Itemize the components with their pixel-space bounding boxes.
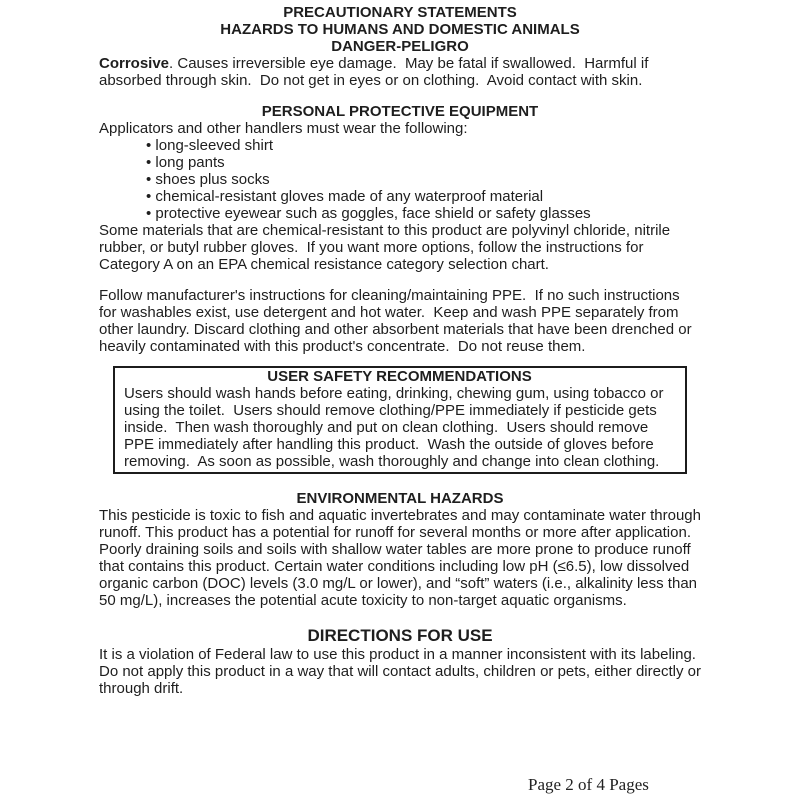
user-safety-title: USER SAFETY RECOMMENDATIONS (267, 368, 532, 385)
hazards-humans-animals-subtitle: HAZARDS TO HUMANS AND DOMESTIC ANIMALS (220, 21, 580, 38)
user-safety-recommendations-box (113, 366, 687, 474)
ppe-list-item: • long pants (146, 154, 701, 171)
directions-violation-paragraph: It is a violation of Federal law to use this product in a manner inconsistent with its labeling. (99, 646, 696, 663)
ppe-materials-paragraph: Some materials that are chemical-resistant to this product are polyvinyl chloride, nitrile rubber, or butyl rubber gloves. If you want more options, follow the instructions for Category A on an EPA chemical resistance category selection chart. (99, 222, 675, 273)
document-content (99, 4, 706, 697)
page-number-footer: Page 2 of 4 Pages (528, 775, 649, 794)
ppe-list-item: • long-sleeved shirt (146, 137, 701, 154)
ppe-list-item: • shoes plus socks (146, 171, 701, 188)
corrosive-statement-paragraph (99, 55, 701, 89)
corrosive-keyword: Corrosive (99, 55, 170, 72)
ppe-list-item: • chemical-resistant gloves made of any waterproof material (146, 188, 701, 205)
corrosive-statement-text: . Causes irreversible eye damage. May be fatal if swallowed. Harmful if absorbed through skin. Do not get in eyes or on clothing. Avoid contact with skin. (99, 55, 653, 89)
ppe-list (99, 137, 701, 222)
user-safety-body: Users should wash hands before eating, drinking, chewing gum, using tobacco or using the toilet. Users should remove clothing/PPE immediately if pesticide gets inside. Then wash thoroughly and put on clean clothing. Users should remove PPE immediately after handling this product. Wash the outside of gloves before removing. As soon as possible, wash thoroughly and change into clean clothing. (124, 385, 668, 470)
danger-peligro-signal-word: DANGER-PELIGRO (331, 38, 469, 55)
ppe-title: PERSONAL PROTECTIVE EQUIPMENT (261, 103, 539, 120)
ppe-list-item: • protective eyewear such as goggles, face shield or safety glasses (146, 205, 701, 222)
environmental-hazards-body: This pesticide is toxic to fish and aquatic invertebrates and may contaminate water through runoff. This product has a potential for runoff for several months or more after application. Poorly draining soils and soils with shallow water tables are more prone to produce runoff that contains this product. Certain water conditions including low pH (≤6.5), low dissolved organic carbon (DOC) levels (3.0 mg/L or lower), and “soft” waters (i.e., alkalinity less than 50 mg/L), increases the potential acute toxicity to non-target aquatic organisms. (99, 507, 706, 609)
precautionary-statements-title: PRECAUTIONARY STATEMENTS (283, 4, 517, 21)
directions-apply-paragraph: Do not apply this product in a way that will contact adults, children or pets, either directly or through drift. (99, 663, 706, 697)
directions-for-use-title: DIRECTIONS FOR USE (307, 626, 493, 645)
environmental-hazards-title: ENVIRONMENTAL HAZARDS (296, 490, 504, 507)
ppe-cleaning-paragraph: Follow manufacturer's instructions for cleaning/maintaining PPE. If no such instructions for washables exist, use detergent and hot water. Keep and wash PPE separately from other laundry. Discard clothing and other absorbent materials that have been drenched or heavily contaminated with this product's concentrate. Do not reuse them. (99, 287, 696, 355)
ppe-intro: Applicators and other handlers must wear the following: (99, 120, 468, 137)
